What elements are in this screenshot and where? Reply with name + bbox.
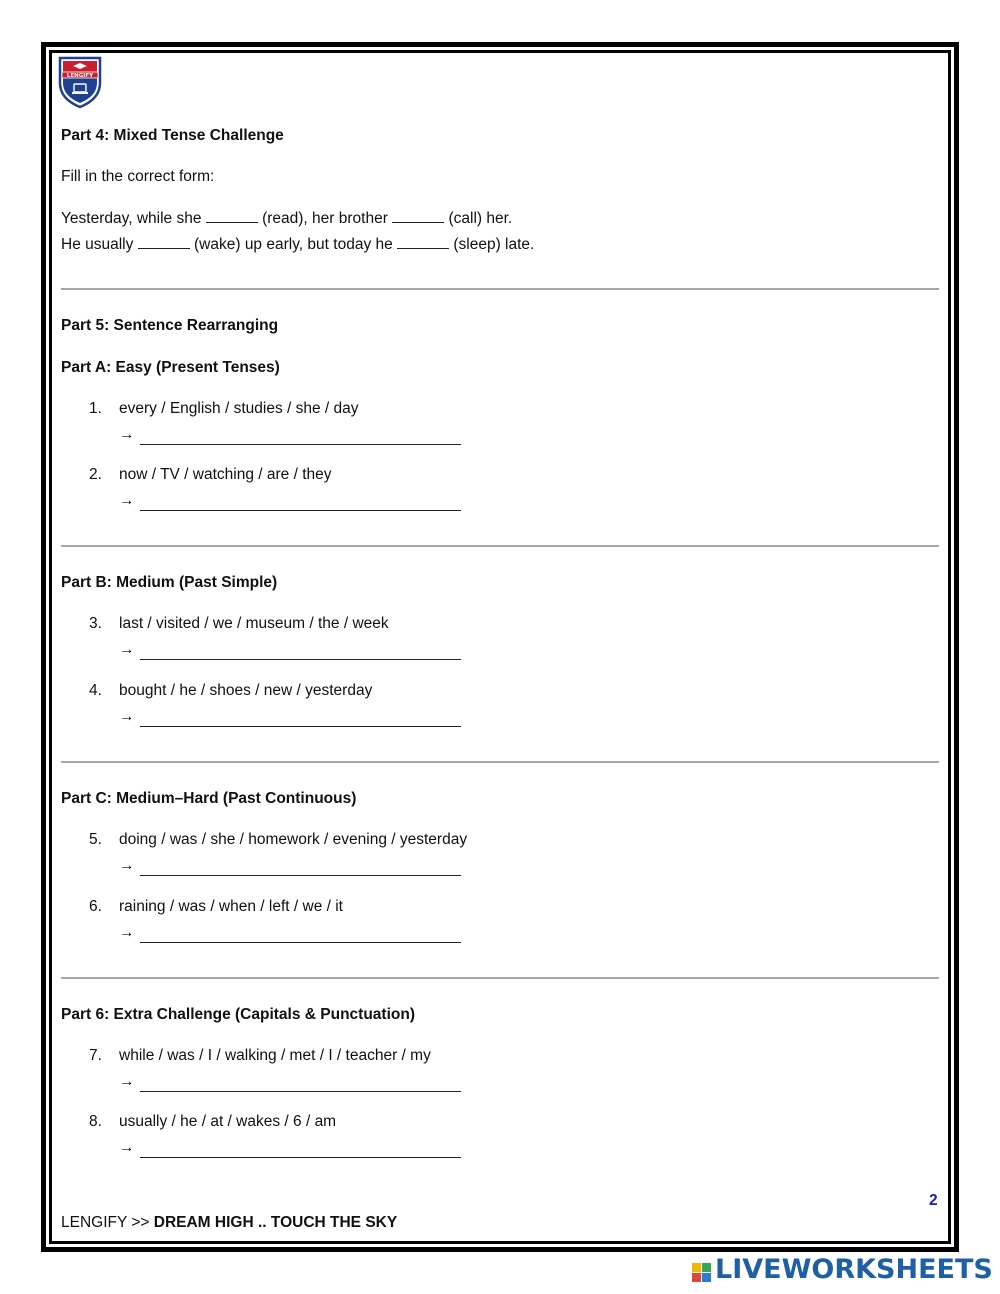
footer <box>61 1213 397 1233</box>
answer-line[interactable] <box>119 707 461 727</box>
answer-line[interactable] <box>119 856 461 876</box>
arrow-icon: → <box>119 708 135 725</box>
part4-sentence-1: Yesterday, while she (read), her brother (call) her. <box>61 210 513 227</box>
part-a-heading: Part A: Easy (Present Tenses) <box>61 359 280 376</box>
blank-input[interactable] <box>138 234 190 249</box>
part5-heading: Part 5: Sentence Rearranging <box>61 317 279 334</box>
part4-heading: Part 4: Mixed Tense Challenge <box>61 127 284 144</box>
answer-line[interactable] <box>119 640 461 660</box>
item-number: 4. <box>89 682 102 699</box>
item-number: 5. <box>89 831 102 848</box>
answer-line[interactable] <box>119 491 461 511</box>
scrambled-words: last / visited / we / museum / the / week <box>119 615 389 632</box>
arrow-icon: → <box>119 426 135 443</box>
svg-text:LENGIFY: LENGIFY <box>66 73 94 79</box>
part-c-heading: Part C: Medium–Hard (Past Continuous) <box>61 790 357 807</box>
liveworksheets-blocks-icon <box>692 1263 711 1282</box>
divider <box>61 288 939 290</box>
footer-prefix: LENGIFY >> <box>61 1214 154 1231</box>
arrow-icon: → <box>119 1073 135 1090</box>
liveworksheets-text: LIVEWORKSHEETS <box>715 1254 993 1285</box>
item-number: 2. <box>89 466 102 483</box>
arrow-icon: → <box>119 492 135 509</box>
liveworksheets-logo <box>692 1256 993 1284</box>
answer-line[interactable] <box>119 425 461 445</box>
page-number: 2 <box>929 1192 938 1209</box>
divider <box>61 545 939 547</box>
scrambled-words: usually / he / at / wakes / 6 / am <box>119 1113 337 1130</box>
answer-line[interactable] <box>119 923 461 943</box>
arrow-icon: → <box>119 1139 135 1156</box>
blank-input[interactable] <box>392 208 444 223</box>
part4-instruction: Fill in the correct form: <box>61 168 215 185</box>
arrow-icon: → <box>119 924 135 941</box>
footer-slogan: DREAM HIGH .. TOUCH THE SKY <box>153 1214 398 1231</box>
item-number: 8. <box>89 1113 102 1130</box>
divider <box>61 977 939 979</box>
scrambled-words: doing / was / she / homework / evening / yesterday <box>119 831 468 848</box>
answer-line[interactable] <box>119 1072 461 1092</box>
scrambled-words: now / TV / watching / are / they <box>119 466 332 483</box>
divider <box>61 761 939 763</box>
part4-sentence-2: He usually (wake) up early, but today he (sleep) late. <box>61 236 535 253</box>
item-number: 3. <box>89 615 102 632</box>
blank-input[interactable] <box>397 234 449 249</box>
answer-line[interactable] <box>119 1138 461 1158</box>
part-b-heading: Part B: Medium (Past Simple) <box>61 574 278 591</box>
item-number: 6. <box>89 898 102 915</box>
part6-heading: Part 6: Extra Challenge (Capitals & Punctuation) <box>61 1006 415 1023</box>
scrambled-words: every / English / studies / she / day <box>119 400 359 417</box>
item-number: 7. <box>89 1047 102 1064</box>
item-number: 1. <box>89 400 102 417</box>
blank-input[interactable] <box>206 208 258 223</box>
scrambled-words: while / was / I / walking / met / I / teacher / my <box>119 1047 431 1064</box>
arrow-icon: → <box>119 641 135 658</box>
lengify-logo <box>57 55 103 109</box>
scrambled-words: raining / was / when / left / we / it <box>119 898 343 915</box>
arrow-icon: → <box>119 857 135 874</box>
scrambled-words: bought / he / shoes / new / yesterday <box>119 682 373 699</box>
